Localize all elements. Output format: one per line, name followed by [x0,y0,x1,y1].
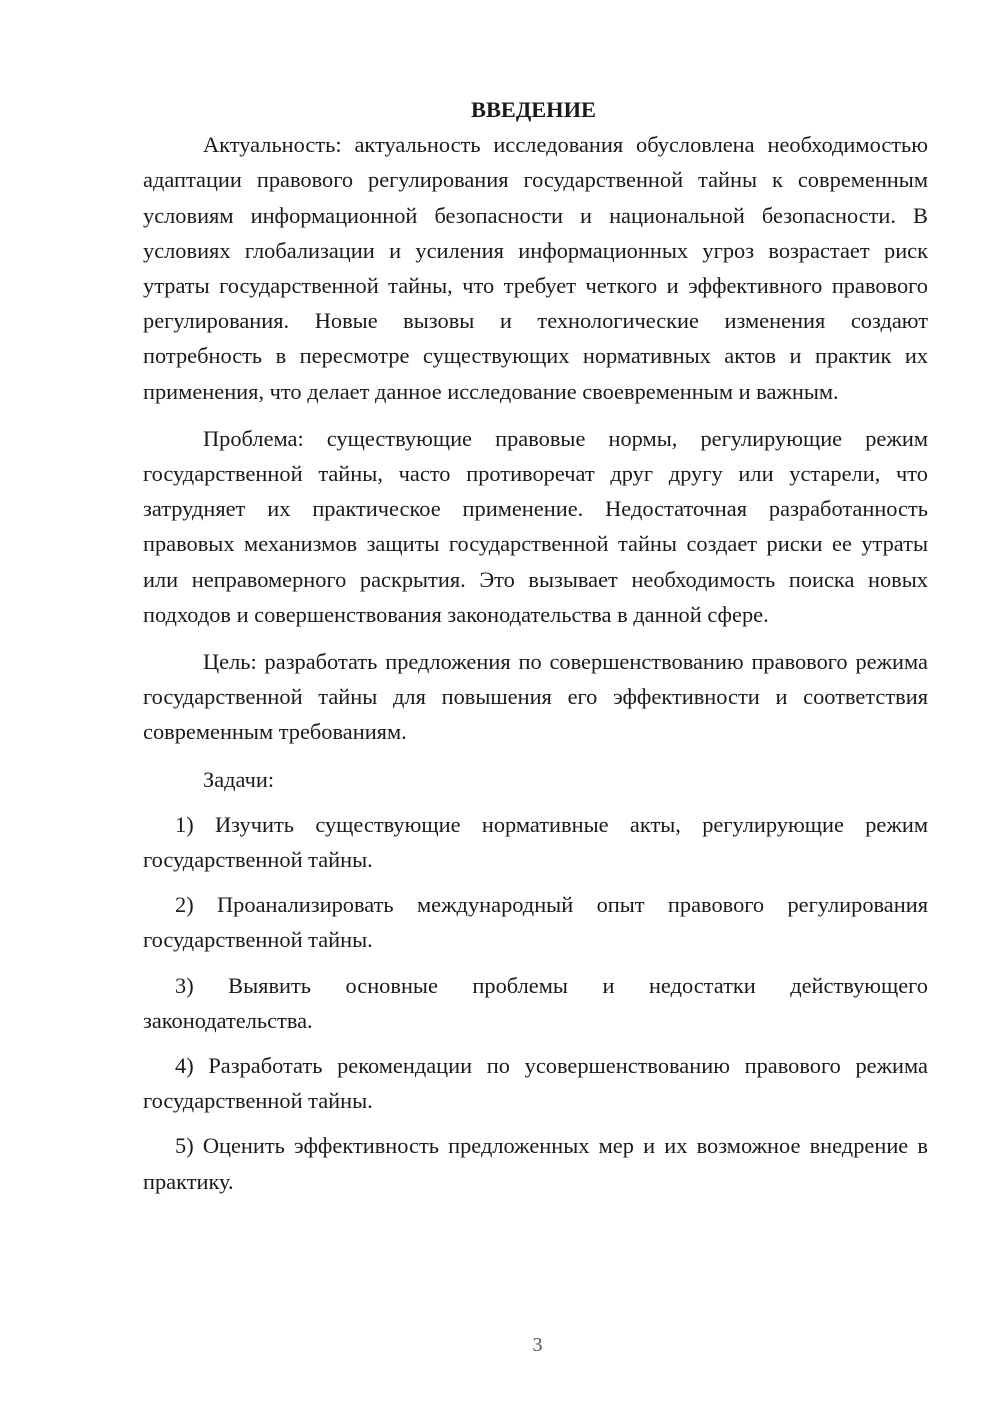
task-item: 3) Выявить основные проблемы и недостатки действующего законодательства. [143,972,928,1033]
task-item: 5) Оценить эффективность предложенных мер и их возможное внедрение в практику. [143,1133,928,1194]
paragraph-relevance: Актуальность: актуальность исследования обусловлена необходимостью адаптации правового регулирования государственной тайны к современным условиям информационной безопасности и национальной безопасности. В условиях глобализации и усиления информационных угроз возрастает риск утраты государственной тайны, что требует четкого и эффективного правового регулирования. Новые вызовы и технологические изменения создают потребность в пересмотре существующих нормативных актов и практик их применения, что делает данное исследование своевременным и важным. [143,132,928,404]
task-item: 4) Разработать рекомендации по усовершенствованию правового режима государственной тайны. [143,1053,928,1114]
task-item: 1) Изучить существующие нормативные акты, регулирующие режим государственной тайны. [143,811,928,873]
task-item: 2) Проанализировать международный опыт правового регулирования государственной тайны. [143,892,928,953]
document-page [143,92,928,1199]
page-number: 3 [532,1334,543,1356]
section-title: ВВЕДЕНИЕ [471,97,596,122]
paragraph-goal: Цель: разработать предложения по совершенствованию правового режима государственной тайны для повышения его эффективности и соответствия современным требованиям. [143,649,928,745]
paragraph-problem: Проблема: существующие правовые нормы, регулирующие режим государственной тайны, часто противоречат друг другу или устарели, что затрудняет их практическое применение. Недостаточная разработанность правовых механизмов защиты государственной тайны создает риски ее утраты или неправомерного раскрытия. Это вызывает необходимость поиска новых подходов и совершенствования законодательства в данной сфере. [143,425,928,627]
paragraph-tasks-heading: Задачи: [203,766,275,792]
